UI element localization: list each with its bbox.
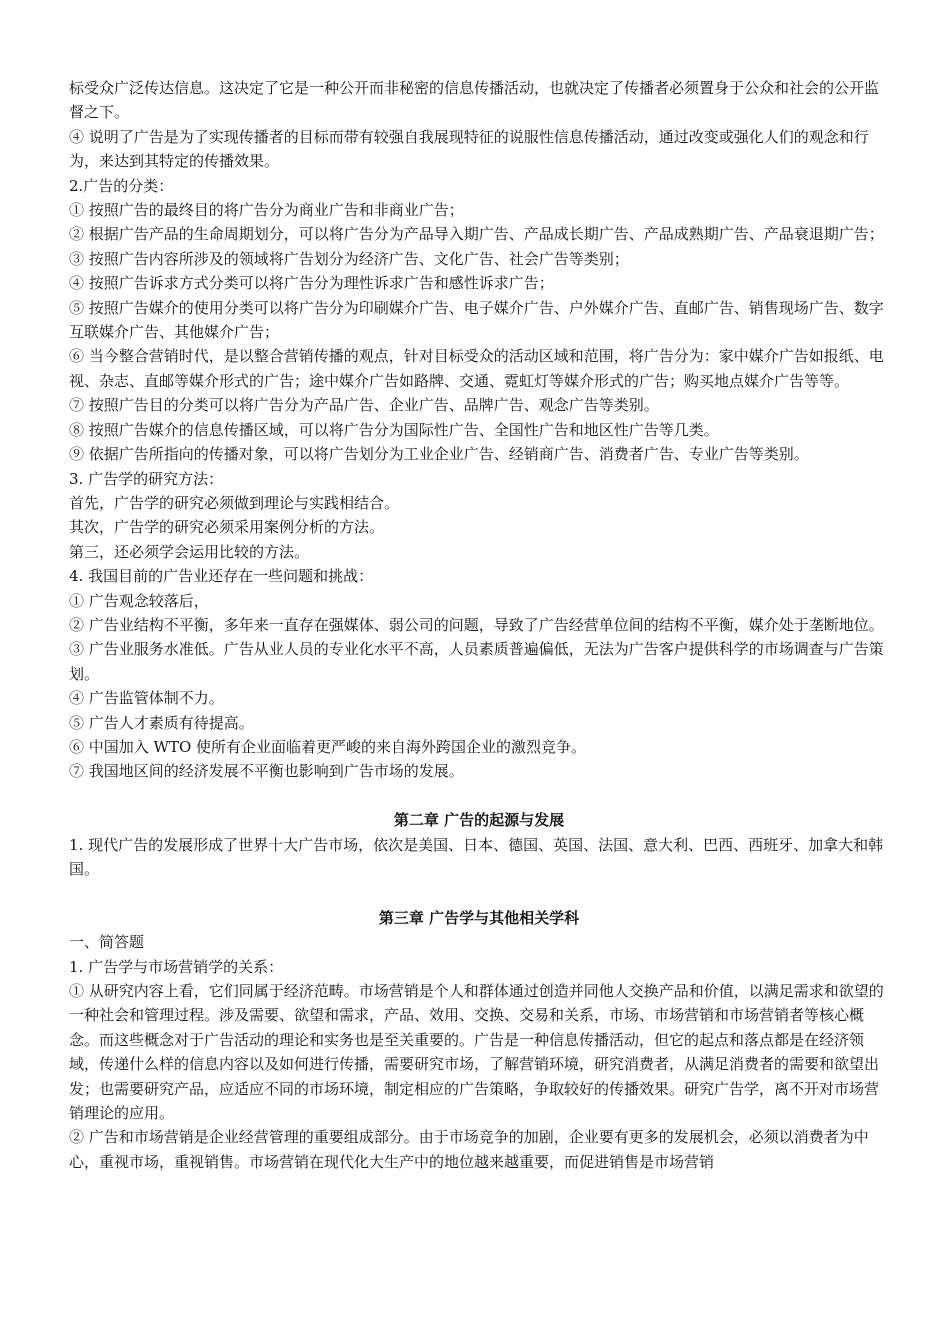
paragraph: ⑦ 我国地区间的经济发展不平衡也影响到广告市场的发展。 — [69, 762, 464, 781]
chapter-2-title: 第二章 广告的起源与发展 — [393, 811, 565, 830]
paragraph: 其次，广告学的研究必须采用案例分析的方法。 — [69, 518, 385, 537]
section-chapter-3 — [69, 906, 889, 1174]
paragraph: ④ 说明了广告是为了实现传播者的目标而带有较强自我展现特征的说服性信息传播活动，通过改变或强化人们的观念和行为，来达到其特定的传播效果。 — [69, 127, 869, 171]
paragraph: 标受众广泛传达信息。这决定了它是一种公开而非秘密的信息传播活动，也就决定了传播者必须置身于公众和社会的公开监督之下。 — [69, 79, 880, 122]
paragraph: ⑤ 广告人才素质有待提高。 — [69, 713, 254, 732]
spacer — [69, 881, 889, 905]
paragraph: 1. 广告学与市场营销学的关系： — [69, 957, 284, 976]
paragraph: ⑤ 按照广告媒介的使用分类可以将广告分为印刷媒介广告、电子媒介广告、户外媒介广告、直邮广告、销售现场广告、数字互联媒介广告、其他媒介广告； — [69, 298, 884, 342]
paragraph: 第三，还必须学会运用比较的方法。 — [69, 542, 310, 561]
chapter-3-title: 第三章 广告学与其他相关学科 — [378, 908, 580, 927]
paragraph: ③ 按照广告内容所涉及的领域将广告划分为经济广告、文化广告、社会广告等类别； — [69, 249, 629, 268]
paragraph: 3. 广告学的研究方法： — [69, 469, 224, 488]
paragraph: ④ 广告监管体制不力。 — [69, 689, 224, 708]
paragraph: ⑨ 依据广告所指向的传播对象，可以将广告划分为工业企业广告、经销商广告、消费者广告、专业广告等类别。 — [69, 445, 809, 464]
paragraph: ② 广告和市场营销是企业经营管理的重要组成部分。由于市场竞争的加剧，企业要有更多的发展机会，必须以消费者为中心，重视市场，重视销售。市场营销在现代化大生产中的地位越来越重要，而促进销售是市场营销 — [69, 1128, 869, 1171]
document-page — [69, 76, 889, 1174]
paragraph: ⑥ 中国加入 WTO 使所有企业面临着更严峻的来自海外跨国企业的激烈竞争。 — [69, 737, 587, 756]
paragraph: ③ 广告业服务水准低。广告从业人员的专业化水平不高，人员素质普遍偏低，无法为广告客户提供科学的市场调查与广告策划。 — [69, 640, 884, 683]
paragraph: ② 广告业结构不平衡，多年来一直存在强媒体、弱公司的问题，导致了广告经营单位间的结构不平衡，媒介处于垄断地位。 — [69, 615, 884, 634]
paragraph: 一、简答题 — [69, 933, 145, 952]
paragraph: ⑦ 按照广告目的分类可以将广告分为产品广告、企业广告、品牌广告、观念广告等类别。 — [69, 396, 659, 415]
paragraph: ② 根据广告产品的生命周期划分，可以将广告分为产品导入期广告、产品成长期广告、产品成熟期广告、产品衰退期广告； — [69, 225, 884, 244]
paragraph: 1. 现代广告的发展形成了世界十大广告市场，依次是美国、日本、德国、英国、法国、意大利、巴西、西班牙、加拿大和韩国。 — [69, 835, 884, 878]
paragraph: ① 按照广告的最终目的将广告分为商业广告和非商业广告； — [69, 201, 464, 220]
paragraph: ① 从研究内容上看，它们同属于经济范畴。市场营销是个人和群体通过创造并同他人交换产品和价值，以满足需求和欲望的一种社会和管理过程。涉及需要、欲望和需求，产品、效用、交换、交易和关系，市场、市场营销和市场营销者等核心概念。而这些概念对于广告活动的理论和实务也是至关重要的。广告是一种信息传播活动，但它的起点和落点都是在经济领域，传递什么样的信息内容以及如何进行传播，需要研究市场，了解营销环境，研究消费者，从满足消费者的需要和欲望出发；也需要研究产品，应适应不同的市场环境，制定相应的广告策略，争取较好的传播效果。研究广告学，离不开对市场营销理论的应用。 — [69, 982, 884, 1123]
paragraph: ① 广告观念较落后， — [69, 591, 209, 610]
paragraph: ⑧ 按照广告媒介的信息传播区域，可以将广告分为国际性广告、全国性广告和地区性广告等几类。 — [69, 420, 719, 439]
spacer — [69, 784, 889, 808]
paragraph: 2.广告的分类： — [69, 176, 174, 195]
section-chapter-2 — [69, 808, 889, 881]
paragraph: ④ 按照广告诉求方式分类可以将广告分为理性诉求广告和感性诉求广告； — [69, 274, 554, 293]
paragraph: ⑥ 当今整合营销时代，是以整合营销传播的观点，针对目标受众的活动区域和范围，将广告分为：家中媒介广告如报纸、电视、杂志、直邮等媒介形式的广告；途中媒介广告如路牌、交通、霓虹灯等媒介形式的广告；购买地点媒介广告等等。 — [69, 347, 884, 390]
section-advertising-basics — [69, 76, 889, 784]
paragraph: 首先，广告学的研究必须做到理论与实践相结合。 — [69, 493, 400, 512]
paragraph: 4. 我国目前的广告业还存在一些问题和挑战： — [69, 567, 374, 586]
